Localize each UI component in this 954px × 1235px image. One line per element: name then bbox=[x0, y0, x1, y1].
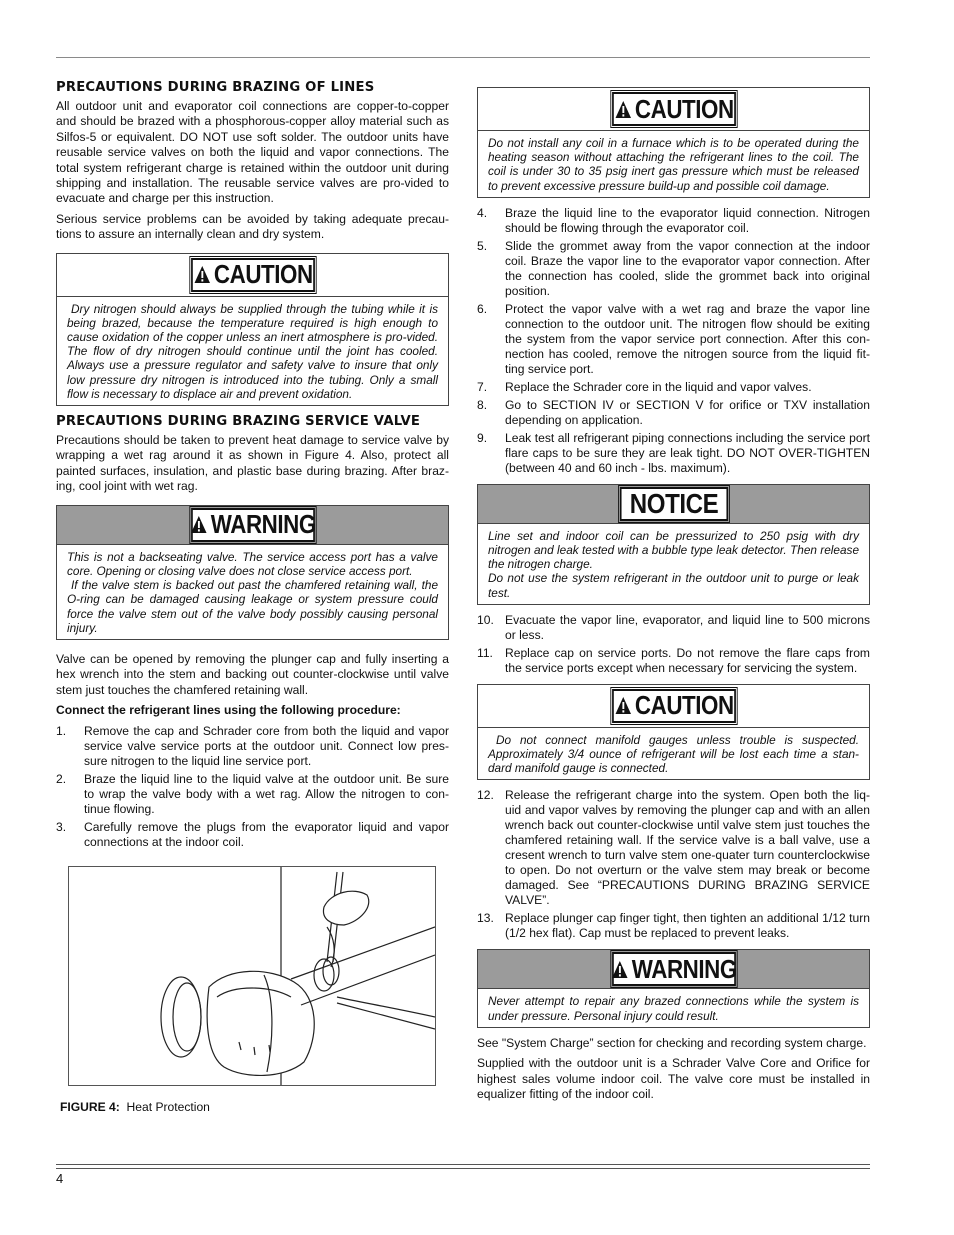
caution-box bbox=[56, 253, 449, 406]
warning-triangle-icon bbox=[614, 100, 631, 119]
list-item: 11. Replace cap on service ports. Do not remove the flare caps from the service ports except when necessary for servicing the system. bbox=[477, 645, 870, 675]
warning-badge: WARNING bbox=[191, 508, 315, 542]
steps-list bbox=[477, 206, 870, 476]
steps-list bbox=[477, 613, 870, 676]
caution-badge: CAUTION bbox=[612, 689, 736, 723]
list-item: 12. Release the refrigerant charge into the system. Open both the liq-uid and vapor valves by removing the plunger cap and with an allen wrench back out counter-clockwise until valve stem just touches the chamfered retaining wall. If the service valve is a ball valve, use a cresent wrench to turn valve stem one-quater turn counterclockwise to open. Do not overturn or the valve stem may break or become damaged. See “PRECAUTIONS DURING BRAZING SERVICE VALVE”. bbox=[477, 788, 870, 908]
valve-illustration bbox=[69, 867, 435, 1085]
caution-text: Do not connect manifold gauges unless trouble is suspected. Approximately 3/4 ounce of refrigerant will be lost each time a stan-dard manifold gauge is connected. bbox=[488, 732, 859, 776]
caution-header bbox=[57, 254, 448, 297]
paragraph: Precautions should be taken to prevent heat damage to service valve by wrapping a wet rag around it as shown in Figure 4. Also, protect all painted surfaces, insulation, and plastic base during brazing. After braz-ing, cool joint with wet rag. bbox=[56, 433, 449, 494]
warning-triangle-icon bbox=[193, 265, 210, 284]
list-item: 2. Braze the liquid line to the liquid valve at the outdoor unit. Be sure to wrap the valve body with a wet rag. Allow the nitrogen to con-tinue flowing. bbox=[56, 771, 449, 816]
list-item: 13. Replace plunger cap finger tight, then tighten an additional 1/12 turn (1/2 hex flat). Cap must be replaced to prevent leaks. bbox=[477, 911, 870, 941]
figure-heat-protection bbox=[68, 866, 436, 1086]
warning-header bbox=[57, 506, 448, 545]
warning-triangle-icon bbox=[190, 515, 207, 534]
steps-list bbox=[56, 724, 449, 850]
caution-text: Do not install any coil in a furnace which is to be operated during the heating season without attaching the refrigerant lines to the coil. The coil is under 30 to 35 psig inert gas pressure which must be released to prevent excessive pressure build-up and possible coil damage. bbox=[488, 136, 859, 193]
warning-text: This is not a backseating valve. The service access port has a valve core. Opening or closing valve does not close service access port. If the valve stem is backed out past the chamfered retaining wall, the O-ring can be damaged causing leakage or system pressure could force the valve stem out of the valve body possibly causing personal injury. bbox=[67, 549, 438, 635]
warning-text: Never attempt to repair any brazed connections while the system is under pressure. Personal injury could result. bbox=[488, 994, 859, 1023]
warning-box bbox=[56, 505, 449, 640]
paragraph: Supplied with the outdoor unit is a Schrader Valve Core and Orifice for highest sales volume indoor coil. The valve core must be installed in equalizer fitting of the indoor coil. bbox=[477, 1056, 870, 1102]
caution-box bbox=[477, 684, 870, 781]
bottom-rule bbox=[56, 1168, 870, 1169]
list-item: 4. Braze the liquid line to the evaporator liquid connection. Nitrogen should be flowing through the evaporator coil. bbox=[477, 205, 870, 235]
notice-header bbox=[478, 485, 869, 524]
paragraph: All outdoor unit and evaporator coil connections are copper-to-copper and should be brazed with a phosphorous-copper alloy material such as Silfos-5 or equivalent. DO NOT use soft solder. The outdoor units have reusable service valves on both the liquid and vapor connections. The total system refrigerant charge is retained within the outdoor unit during shipping and installation. The reusable service valves are pro-vided to evacuate and charge per this instruction. bbox=[56, 99, 449, 206]
top-rule bbox=[56, 57, 870, 58]
notice-text: Line set and indoor coil can be pressurized to 250 psig with dry nitrogen and leak tested with a bubble type leak detector. Then release the nitrogen charge. Do not use the system refrigerant in the outdoor unit to purge or leak test. bbox=[488, 528, 859, 600]
heading-brazing-lines: PRECAUTIONS DURING BRAZING OF LINES bbox=[56, 80, 375, 95]
list-item: 8. Go to SECTION IV or SECTION V for orifice or TXV installation depending on application. bbox=[477, 397, 870, 427]
warning-triangle-icon bbox=[614, 696, 631, 715]
warning-header bbox=[478, 950, 869, 989]
paragraph: Valve can be opened by removing the plunger cap and fully inserting a hex wrench into the stem and backing out counter-clockwise until valve stem just touches the chamfered retaining wall. bbox=[56, 651, 449, 697]
paragraph: See "System Charge” section for checking and recording system charge. bbox=[477, 1035, 867, 1050]
caution-badge: CAUTION bbox=[612, 92, 736, 126]
procedure-heading: Connect the refrigerant lines using the following procedure: bbox=[56, 703, 401, 718]
warning-badge: WARNING bbox=[612, 952, 736, 986]
caution-header bbox=[478, 685, 869, 728]
list-item: 7. Replace the Schrader core in the liquid and vapor valves. bbox=[477, 379, 812, 394]
heading-brazing-service-valve: PRECAUTIONS DURING BRAZING SERVICE VALVE bbox=[56, 414, 421, 430]
list-item: 10. Evacuate the vapor line, evaporator, and liquid line to 500 microns or less. bbox=[477, 612, 870, 642]
warning-box bbox=[477, 949, 870, 1027]
page-number: 4 bbox=[56, 1171, 64, 1186]
list-item: 9. Leak test all refrigerant piping connections including the service port flare caps to be sure they are leak tight. DO NOT OVER-TIGHTEN (between 40 and 60 inch - lbs. maximum). bbox=[477, 430, 870, 475]
list-item: 6. Protect the vapor valve with a wet rag and braze the vapor line connection to the outdoor unit. The nitrogen flow should be exiting the system from the vapor service port connection. After this con-nection has cooled, remove the nitrogen source from the liquid fit-ting service port. bbox=[477, 301, 870, 376]
figure-caption: FIGURE 4: Heat Protection bbox=[60, 1099, 210, 1114]
list-item: 5. Slide the grommet away from the vapor connection at the indoor coil. Braze the vapor line to the evaporator vapor connection. After the connection has cooled, slide the grommet back into original position. bbox=[477, 238, 870, 298]
caution-header bbox=[478, 88, 869, 131]
notice-badge: NOTICE bbox=[619, 487, 727, 521]
list-item: 3. Carefully remove the plugs from the evaporator liquid and vapor connections at the indoor coil. bbox=[56, 819, 449, 849]
steps-list bbox=[477, 788, 870, 941]
caution-badge: CAUTION bbox=[191, 258, 315, 292]
paragraph: Serious service problems can be avoided by taking adequate precau-tions to assure an internally clean and dry system. bbox=[56, 211, 449, 242]
caution-box bbox=[477, 87, 870, 198]
bottom-rule bbox=[56, 1164, 870, 1165]
right-column bbox=[477, 87, 870, 1107]
left-column bbox=[56, 80, 449, 1114]
notice-box bbox=[477, 484, 870, 605]
warning-triangle-icon bbox=[611, 960, 628, 979]
list-item: 1. Remove the cap and Schrader core from both the liquid and vapor service valve service ports at the outdoor unit. Connect low pres-sure nitrogen to the liquid line service port. bbox=[56, 723, 449, 768]
caution-text: Dry nitrogen should always be supplied through the tubing while it is being brazed, because the temperature required is high enough to cause oxidation of the copper unless an inert atmosphere is pro-vided. The flow of dry nitrogen should continue until the joint has cooled. Always use a pressure regulator and safety valve to insure that only low pressure dry nitrogen is introduced into the tubing. Only a small flow is necessary to displace air and prevent oxidation. bbox=[67, 301, 438, 401]
